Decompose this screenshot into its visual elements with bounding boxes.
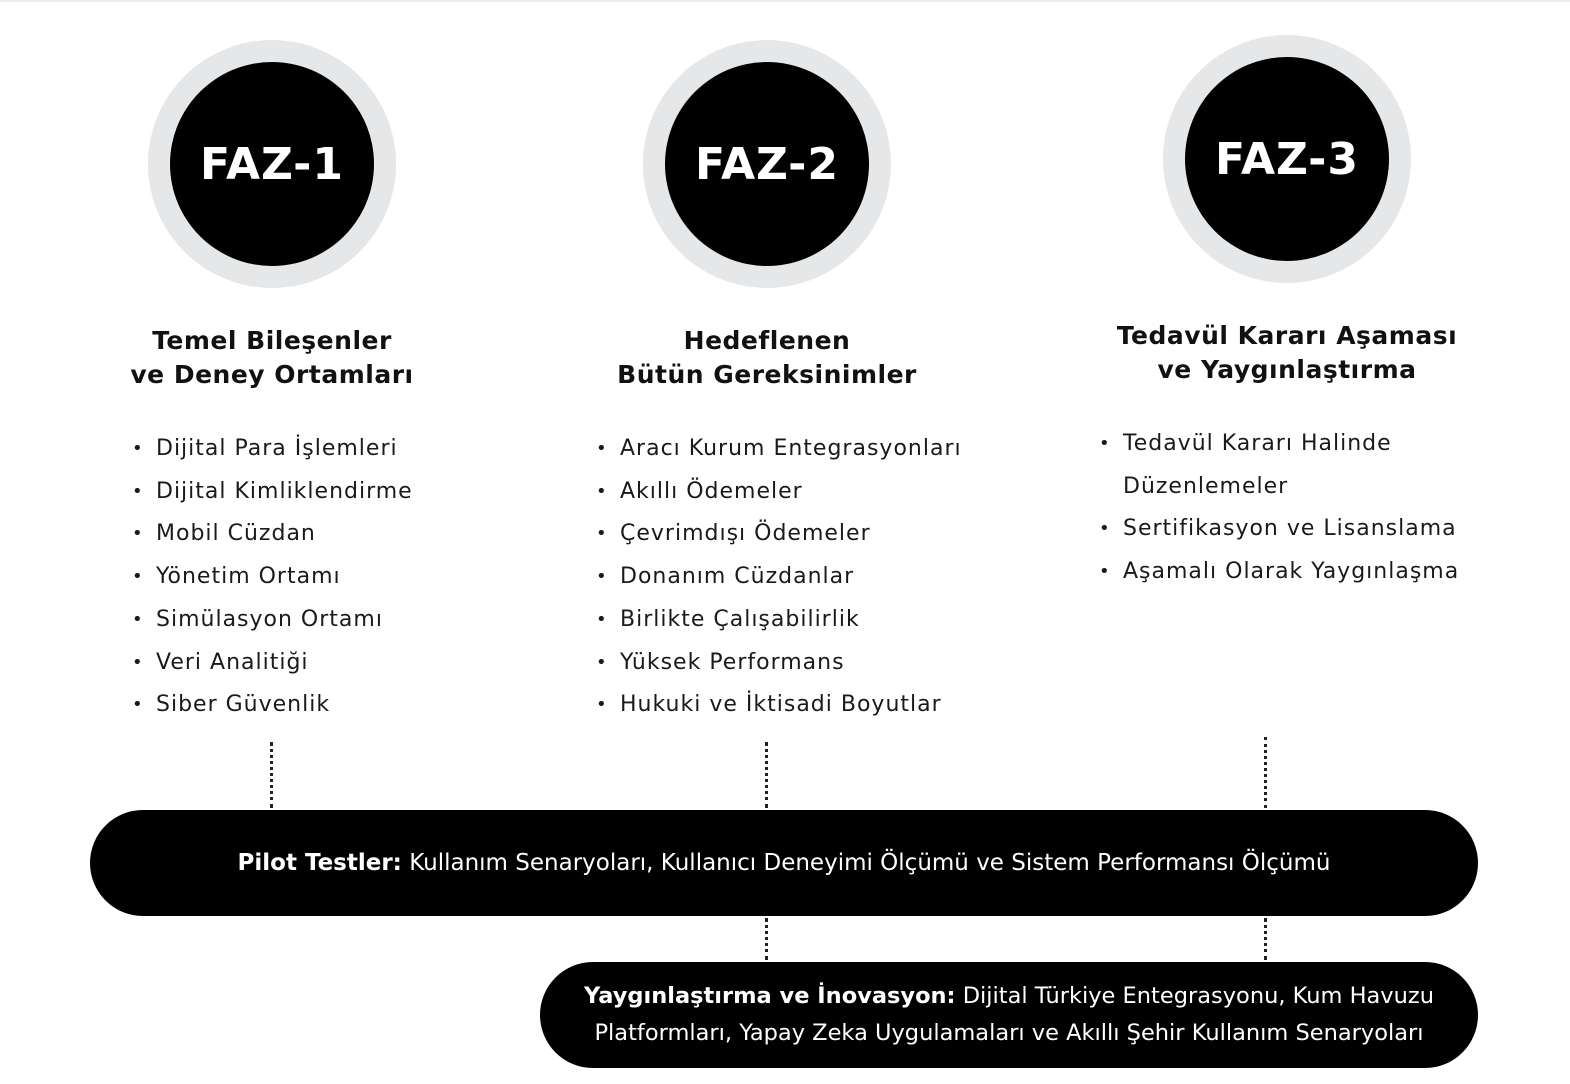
pilot-tests-label: Pilot Testler: (237, 850, 402, 876)
phase-1-item (132, 642, 413, 685)
phase-1-label: FAZ-1 (199, 138, 345, 190)
phase-1-item (132, 599, 413, 642)
phase-2-title-line1: Hedeflenen (683, 326, 851, 355)
phase-2-title (557, 324, 977, 392)
connector-pilot-yayginlastirma-left (765, 918, 768, 960)
bullet-icon: • (132, 566, 144, 588)
phase-1-title-line1: Temel Bileşenler (152, 326, 392, 355)
phase-1-item-text: Dijital Para İşlemleri (156, 436, 398, 461)
bullet-icon: • (132, 480, 144, 502)
top-divider (0, 0, 1570, 2)
phase-2-item-text: Aracı Kurum Entegrasyonları (620, 436, 962, 461)
phase-2-item-text: Akıllı Ödemeler (620, 478, 803, 504)
phase-3-label: FAZ-3 (1214, 133, 1360, 185)
phase-1-item (132, 428, 413, 471)
phase-2-item (596, 471, 962, 514)
phase-2-item-text: Yüksek Performans (620, 649, 845, 675)
phase-1-item-text: Dijital Kimliklendirme (156, 478, 413, 504)
bullet-icon: • (596, 523, 608, 545)
yayginlastirma-description-line2: Platformları, Yapay Zeka Uygulamaları ve Akıllı Şehir Kullanım Senaryoları (594, 1020, 1424, 1046)
phase-2-item (596, 513, 962, 556)
bullet-icon: • (596, 651, 608, 673)
phase-2-item-list (596, 428, 962, 727)
phase-3-circle (1163, 35, 1411, 283)
phase-1-item (132, 513, 413, 556)
phase-1-item (132, 684, 413, 727)
bullet-icon: • (596, 608, 608, 630)
phase-1-item-text: Siber Güvenlik (156, 692, 331, 718)
connector-phase-2-pilot (765, 742, 768, 808)
phase-2-item (596, 599, 962, 642)
pilot-tests-description: Kullanım Senaryoları, Kullanıcı Deneyimi Ölçümü ve Sistem Performansı Ölçümü (401, 850, 1331, 876)
phase-2-item-text: Çevrimdışı Ödemeler (620, 521, 871, 547)
bullet-icon: • (1099, 433, 1111, 454)
phase-2-title-line2: Bütün Gereksinimler (617, 360, 917, 389)
bullet-icon: • (132, 608, 144, 630)
phase-2-circle-core (665, 62, 869, 266)
yayginlastirma-label: Yaygınlaştırma ve İnovasyon: (584, 983, 956, 1009)
phase-3-item (1099, 423, 1459, 466)
bullet-icon: • (596, 566, 608, 588)
phase-2-label: FAZ-2 (694, 138, 840, 190)
phase-2-item (596, 642, 962, 685)
bullet-icon: • (1099, 518, 1111, 540)
phase-1-item-text: Veri Analitiği (156, 649, 309, 675)
phase-3-item-text: Aşamalı Olarak Yaygınlaşma (1123, 559, 1460, 585)
connector-phase-3-pilot (1264, 737, 1267, 808)
phase-3-title-line2: ve Yaygınlaştırma (1157, 355, 1417, 384)
phase-1-title (62, 324, 482, 392)
bullet-icon: • (596, 694, 608, 716)
phase-2-item-text: Hukuki ve İktisadi Boyutlar (620, 692, 942, 718)
bullet-icon: • (596, 480, 608, 502)
phase-2-item-text: Donanım Cüzdanlar (620, 564, 855, 590)
phase-2-item (596, 428, 962, 471)
phase-3-title (1077, 319, 1497, 387)
phase-1-item (132, 471, 413, 514)
phase-1-title-line2: ve Deney Ortamları (130, 360, 414, 389)
phase-1-item-list (132, 428, 413, 727)
yayginlastirma-text (584, 978, 1434, 1052)
phase-2-item-text: Birlikte Çalışabilirlik (620, 606, 860, 632)
bullet-icon: • (132, 694, 144, 716)
phase-3-item (1099, 508, 1459, 551)
phase-3-item-text: Tedavül Kararı Halinde (1123, 431, 1392, 456)
phase-3-item-continuation (1099, 466, 1459, 509)
phase-1-item-text: Mobil Cüzdan (156, 521, 316, 547)
bullet-icon: • (132, 523, 144, 545)
bullet-icon: • (596, 438, 608, 459)
phase-2-circle (643, 40, 891, 288)
bullet-icon: • (132, 651, 144, 673)
phase-3-item (1099, 551, 1459, 594)
phase-3-item-text: Düzenlemeler (1123, 473, 1289, 499)
connector-phase-1-pilot (270, 742, 273, 808)
bullet-icon: • (132, 438, 144, 459)
phase-3-circle-core (1185, 57, 1389, 261)
phase-3-title-line1: Tedavül Kararı Aşaması (1116, 321, 1458, 350)
phase-2-item (596, 556, 962, 599)
phase-1-item (132, 556, 413, 599)
phase-1-circle (148, 40, 396, 288)
yayginlastirma-band (540, 962, 1478, 1068)
pilot-tests-text (238, 850, 1331, 876)
phase-1-item-text: Simülasyon Ortamı (156, 606, 383, 632)
yayginlastirma-description-line1: Dijital Türkiye Entegrasyonu, Kum Havuzu (955, 983, 1434, 1009)
phase-1-item-text: Yönetim Ortamı (156, 564, 341, 590)
phase-1-circle-core (170, 62, 374, 266)
connector-pilot-yayginlastirma-right (1264, 918, 1267, 960)
pilot-tests-band (90, 810, 1478, 916)
phase-3-item-text: Sertifikasyon ve Lisanslama (1123, 516, 1457, 542)
phase-2-item (596, 684, 962, 727)
bullet-icon: • (1099, 561, 1111, 583)
phase-3-item-list (1099, 423, 1459, 594)
